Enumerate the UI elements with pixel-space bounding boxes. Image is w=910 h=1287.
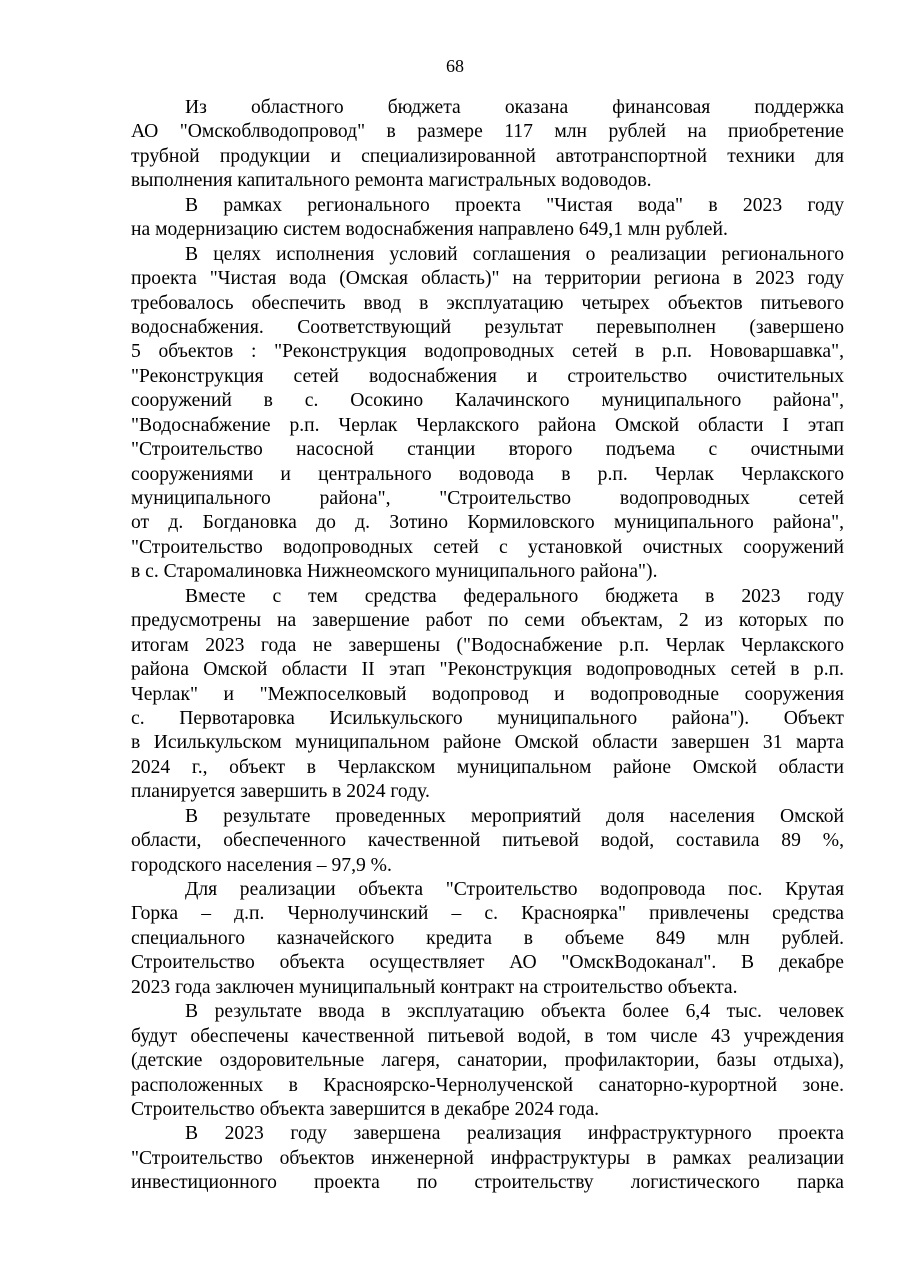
text-line: предусмотрены на завершение работ по семи объектам, 2 из которых по: [131, 610, 844, 632]
text-line: "Строительство объектов инженерной инфраструктуры в рамках реализации: [131, 1147, 844, 1169]
text-line: в с. Старомалиновка Нижнеомского муниципального района").: [131, 561, 658, 583]
text-line: муниципального района", "Строительство водопроводных сетей: [131, 488, 844, 509]
text-line: 5 объектов : "Реконструкция водопроводных сетей в р.п. Нововаршавка",: [131, 341, 844, 363]
text-line: (детские оздоровительные лагеря, санатории, профилактории, базы отдыха),: [131, 1050, 844, 1072]
text-line: 2023 года заключен муниципальный контракт на строительство объекта.: [131, 976, 738, 998]
text-line: "Строительство водопроводных сетей с установкой очистных сооружений: [131, 536, 844, 558]
text-line: от д. Богдановка до д. Зотино Кормиловского муниципального района",: [131, 512, 844, 534]
text-line: расположенных в Красноярско-Чернолученской санаторно-курортной зоне.: [131, 1074, 844, 1096]
text-line: "Водоснабжение р.п. Черлак Черлакского района Омской области I этап: [131, 414, 844, 436]
paragraph: [131, 1000, 844, 1122]
paragraph: [131, 805, 844, 878]
text-line: Для реализации объекта "Строительство водопровода пос. Крутая: [185, 879, 844, 900]
text-line: Горка – д.п. Чернолучинский – с. Красноярка" привлечены средства: [131, 903, 844, 925]
text-line: В рамках регионального проекта "Чистая вода" в 2023 году: [185, 194, 844, 216]
text-line: Черлак" и "Межпоселковый водопровод и водопроводные сооружения: [131, 683, 844, 705]
paragraph: [131, 194, 844, 243]
paragraph: [131, 1122, 844, 1195]
text-line: водоснабжения. Соответствующий результат перевыполнен (завершено: [131, 316, 844, 338]
text-line: В целях исполнения условий соглашения о реализации регионального: [185, 243, 844, 265]
text-line: городского населения – 97,9 %.: [131, 854, 392, 876]
page-number: 68: [446, 56, 464, 76]
text-line: будут обеспечены качественной питьевой водой, в том числе 43 учреждения: [131, 1025, 844, 1047]
paragraph: [131, 585, 844, 805]
text-line: сооружениями и центрального водовода в р.п. Черлак Черлакского: [131, 463, 844, 485]
text-line: В результате ввода в эксплуатацию объекта более 6,4 тыс. человек: [185, 1001, 844, 1023]
paragraph: [131, 96, 844, 194]
text-line: с. Первотаровка Исилькульского муниципального района"). Объект: [131, 707, 844, 729]
text-line: требовалось обеспечить ввод в эксплуатацию четырех объектов питьевого: [131, 292, 844, 314]
text-line: В 2023 году завершена реализация инфраструктурного проекта: [185, 1123, 844, 1145]
text-line: В результате проведенных мероприятий доля населения Омской: [185, 805, 844, 827]
body-text: [131, 96, 844, 1196]
paragraph: [131, 878, 844, 1000]
text-line: Строительство объекта завершится в декабре 2024 года.: [131, 1098, 600, 1120]
text-line: итогам 2023 года не завершены ("Водоснабжение р.п. Черлак Черлакского: [131, 634, 844, 656]
text-line: проекта "Чистая вода (Омская область)" на территории региона в 2023 году: [131, 268, 844, 290]
text-line: Из областного бюджета оказана финансовая поддержка: [185, 97, 844, 118]
text-line: в Исилькульском муниципальном районе Омской области завершен 31 марта: [131, 732, 844, 754]
text-line: 2024 г., объект в Черлакском муниципальном районе Омской области: [131, 756, 844, 778]
text-line: Строительство объекта осуществляет АО "ОмскВодоканал". В декабре: [131, 952, 844, 974]
text-line: трубной продукции и специализированной автотранспортной техники для: [131, 145, 844, 167]
text-line: "Строительство насосной станции второго подъема с очистными: [131, 439, 844, 461]
text-line: области, обеспеченного качественной питьевой водой, составила 89 %,: [131, 830, 844, 852]
text-line: "Реконструкция сетей водоснабжения и строительство очистительных: [131, 365, 844, 387]
paragraph: [131, 243, 844, 585]
text-line: района Омской области II этап "Реконструкция водопроводных сетей в р.п.: [131, 659, 844, 681]
text-line: выполнения капитального ремонта магистральных водоводов.: [131, 170, 652, 192]
text-line: АО "Омскоблводопровод" в размере 117 млн рублей на приобретение: [131, 121, 844, 143]
text-line: планируется завершить в 2024 году.: [131, 781, 430, 803]
text-line: Вместе с тем средства федерального бюджета в 2023 году: [185, 585, 844, 607]
text-line: на модернизацию систем водоснабжения направлено 649,1 млн рублей.: [131, 219, 728, 241]
text-line: инвестиционного проекта по строительству логистического парка: [131, 1172, 844, 1194]
text-line: сооружений в с. Осокино Калачинского муниципального района",: [131, 390, 844, 412]
text-line: специального казначейского кредита в объеме 849 млн рублей.: [131, 927, 844, 949]
